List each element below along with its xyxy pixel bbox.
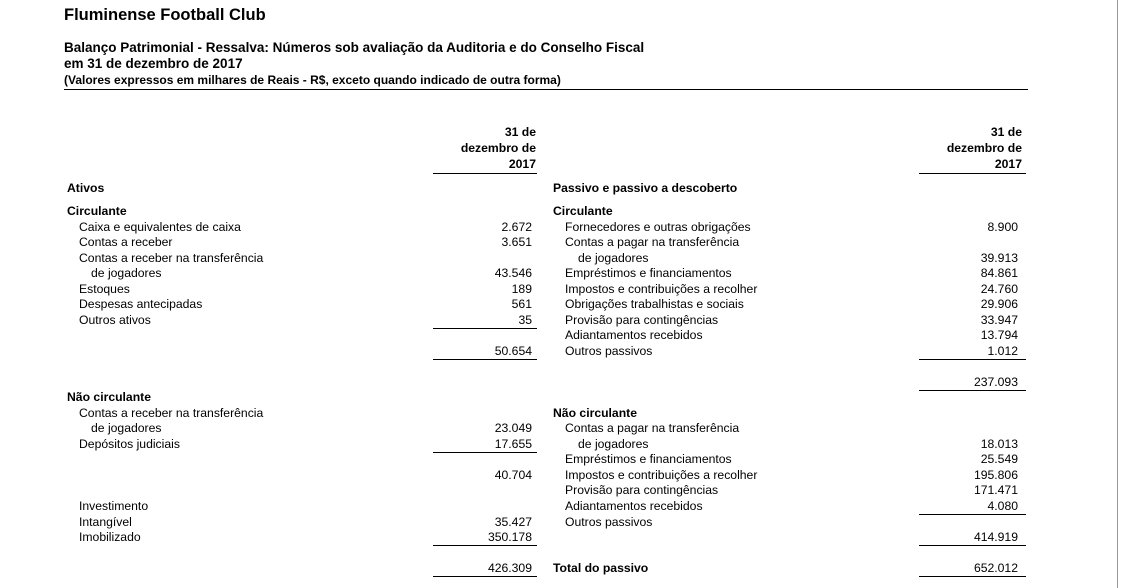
total-liabilities-label: Total do passivo bbox=[553, 561, 649, 575]
col-header-line1: 31 de bbox=[990, 125, 1022, 139]
asset-row-label: Contas a receber na transferência bbox=[79, 406, 264, 420]
units-note: (Valores expressos em milhares de Reais - R$, exceto quando indicado de outra forma) bbox=[64, 73, 561, 87]
col-header-line2: dezembro de bbox=[460, 141, 536, 155]
liability-row-label: Obrigações trabalhistas e sociais bbox=[565, 297, 744, 311]
asset-row-label: Outros ativos bbox=[79, 313, 151, 327]
asset-row-value: 2.672 bbox=[501, 220, 532, 234]
col-header-line3: 2017 bbox=[508, 157, 536, 171]
asset-row-value: 350.178 bbox=[487, 530, 532, 544]
liability-row-value: 24.760 bbox=[980, 282, 1018, 296]
col-header-rule bbox=[433, 173, 537, 174]
liability-row-label: Adiantamentos recebidos bbox=[565, 328, 703, 342]
asset-row-label: Contas a receber bbox=[79, 235, 173, 249]
subtotal-rule bbox=[919, 514, 1026, 515]
subtotal-rule bbox=[433, 328, 537, 329]
current-assets-heading: Circulante bbox=[67, 204, 127, 218]
statement-date: em 31 de dezembro de 2017 bbox=[64, 56, 243, 71]
statement-title: Balanço Patrimonial - Ressalva: Números sob avaliação da Auditoria e do Conselho Fiscal bbox=[64, 40, 645, 55]
asset-row-value: 17.655 bbox=[494, 437, 532, 451]
asset-row-label: Estoques bbox=[79, 282, 130, 296]
liability-row-label: Adiantamentos recebidos bbox=[565, 499, 703, 513]
liability-row-label: Empréstimos e financiamentos bbox=[565, 266, 732, 280]
liability-row-value: 4.080 bbox=[987, 499, 1018, 513]
asset-row-value: 35.427 bbox=[494, 515, 532, 529]
liability-row-label: Outros passivos bbox=[565, 344, 653, 358]
liability-row-label: de jogadores bbox=[578, 437, 649, 451]
current-assets-total: 50.654 bbox=[494, 344, 532, 358]
col-header-rule bbox=[919, 173, 1026, 174]
asset-row-label: Contas a receber na transferência bbox=[79, 251, 264, 265]
asset-row-label: Depósitos judiciais bbox=[79, 437, 180, 451]
assets-column-header bbox=[434, 124, 536, 172]
total-rule bbox=[433, 359, 537, 360]
asset-row-label: Caixa e equivalentes de caixa bbox=[79, 220, 241, 234]
liability-row-value: 25.549 bbox=[980, 452, 1018, 466]
noncurrent-assets-subtotal: 40.704 bbox=[494, 468, 532, 482]
col-header-line3: 2017 bbox=[994, 157, 1022, 171]
asset-row-value: 3.651 bbox=[501, 235, 532, 249]
col-header-line2: dezembro de bbox=[946, 141, 1022, 155]
liability-row-label: de jogadores bbox=[578, 251, 649, 265]
liability-row-value: 39.913 bbox=[980, 251, 1018, 265]
liability-row-label: Provisão para contingências bbox=[565, 483, 719, 497]
asset-row-label: de jogadores bbox=[91, 266, 162, 280]
liability-row-label: Contas a pagar na transferência bbox=[565, 235, 740, 249]
asset-row-value: 189 bbox=[511, 282, 532, 296]
header-rule bbox=[64, 89, 1028, 90]
liability-row-value: 84.861 bbox=[980, 266, 1018, 280]
liability-row-value: 171.471 bbox=[973, 483, 1018, 497]
asset-row-label: Investimento bbox=[79, 499, 149, 513]
liability-row-value: 1.012 bbox=[987, 344, 1018, 358]
liability-row-label: Fornecedores e outras obrigações bbox=[565, 220, 751, 234]
asset-row-value: 23.049 bbox=[494, 421, 532, 435]
subtotal-rule bbox=[433, 545, 537, 546]
liability-row-label: Provisão para contingências bbox=[565, 313, 719, 327]
current-liabilities-heading: Circulante bbox=[553, 204, 613, 218]
liability-row-value: 33.947 bbox=[980, 313, 1018, 327]
liability-row-label: Empréstimos e financiamentos bbox=[565, 452, 732, 466]
liability-row-value: 29.906 bbox=[980, 297, 1018, 311]
liability-row-label: Impostos e contribuições a recolher bbox=[565, 468, 758, 482]
asset-row-label: Imobilizado bbox=[79, 530, 141, 544]
current-liabilities-total: 237.093 bbox=[973, 375, 1018, 389]
liabilities-heading: Passivo e passivo a descoberto bbox=[553, 181, 738, 195]
asset-row-value: 43.546 bbox=[494, 266, 532, 280]
noncurrent-liabilities-heading: Não circulante bbox=[553, 406, 637, 420]
noncurrent-liabilities-total: 414.919 bbox=[973, 530, 1018, 544]
asset-row-value: 561 bbox=[511, 297, 532, 311]
total-rule bbox=[919, 390, 1026, 391]
asset-row-label: Despesas antecipadas bbox=[79, 297, 203, 311]
total-rule bbox=[919, 545, 1026, 546]
asset-row-value: 35 bbox=[518, 313, 532, 327]
liability-row-label: Impostos e contribuições a recolher bbox=[565, 282, 758, 296]
asset-row-label: Intangível bbox=[79, 515, 132, 529]
liability-row-value: 195.806 bbox=[973, 468, 1018, 482]
total-assets-value: 426.309 bbox=[487, 561, 532, 575]
subtotal-rule bbox=[919, 359, 1026, 360]
liability-row-value: 13.794 bbox=[980, 328, 1018, 342]
liability-row-value: 18.013 bbox=[980, 437, 1018, 451]
total-rule bbox=[919, 576, 1026, 577]
liabilities-column-header bbox=[920, 124, 1022, 172]
company-name: Fluminense Football Club bbox=[64, 6, 266, 24]
asset-row-label: de jogadores bbox=[91, 421, 162, 435]
noncurrent-assets-heading: Não circulante bbox=[67, 390, 151, 404]
liability-row-label: Outros passivos bbox=[565, 515, 653, 529]
subtotal-rule bbox=[433, 452, 537, 453]
liability-row-label: Contas a pagar na transferência bbox=[565, 421, 740, 435]
total-liabilities-value: 652.012 bbox=[973, 561, 1018, 575]
col-header-line1: 31 de bbox=[504, 125, 536, 139]
total-rule bbox=[433, 576, 537, 577]
assets-heading: Ativos bbox=[67, 181, 105, 195]
liability-row-value: 8.900 bbox=[987, 220, 1018, 234]
